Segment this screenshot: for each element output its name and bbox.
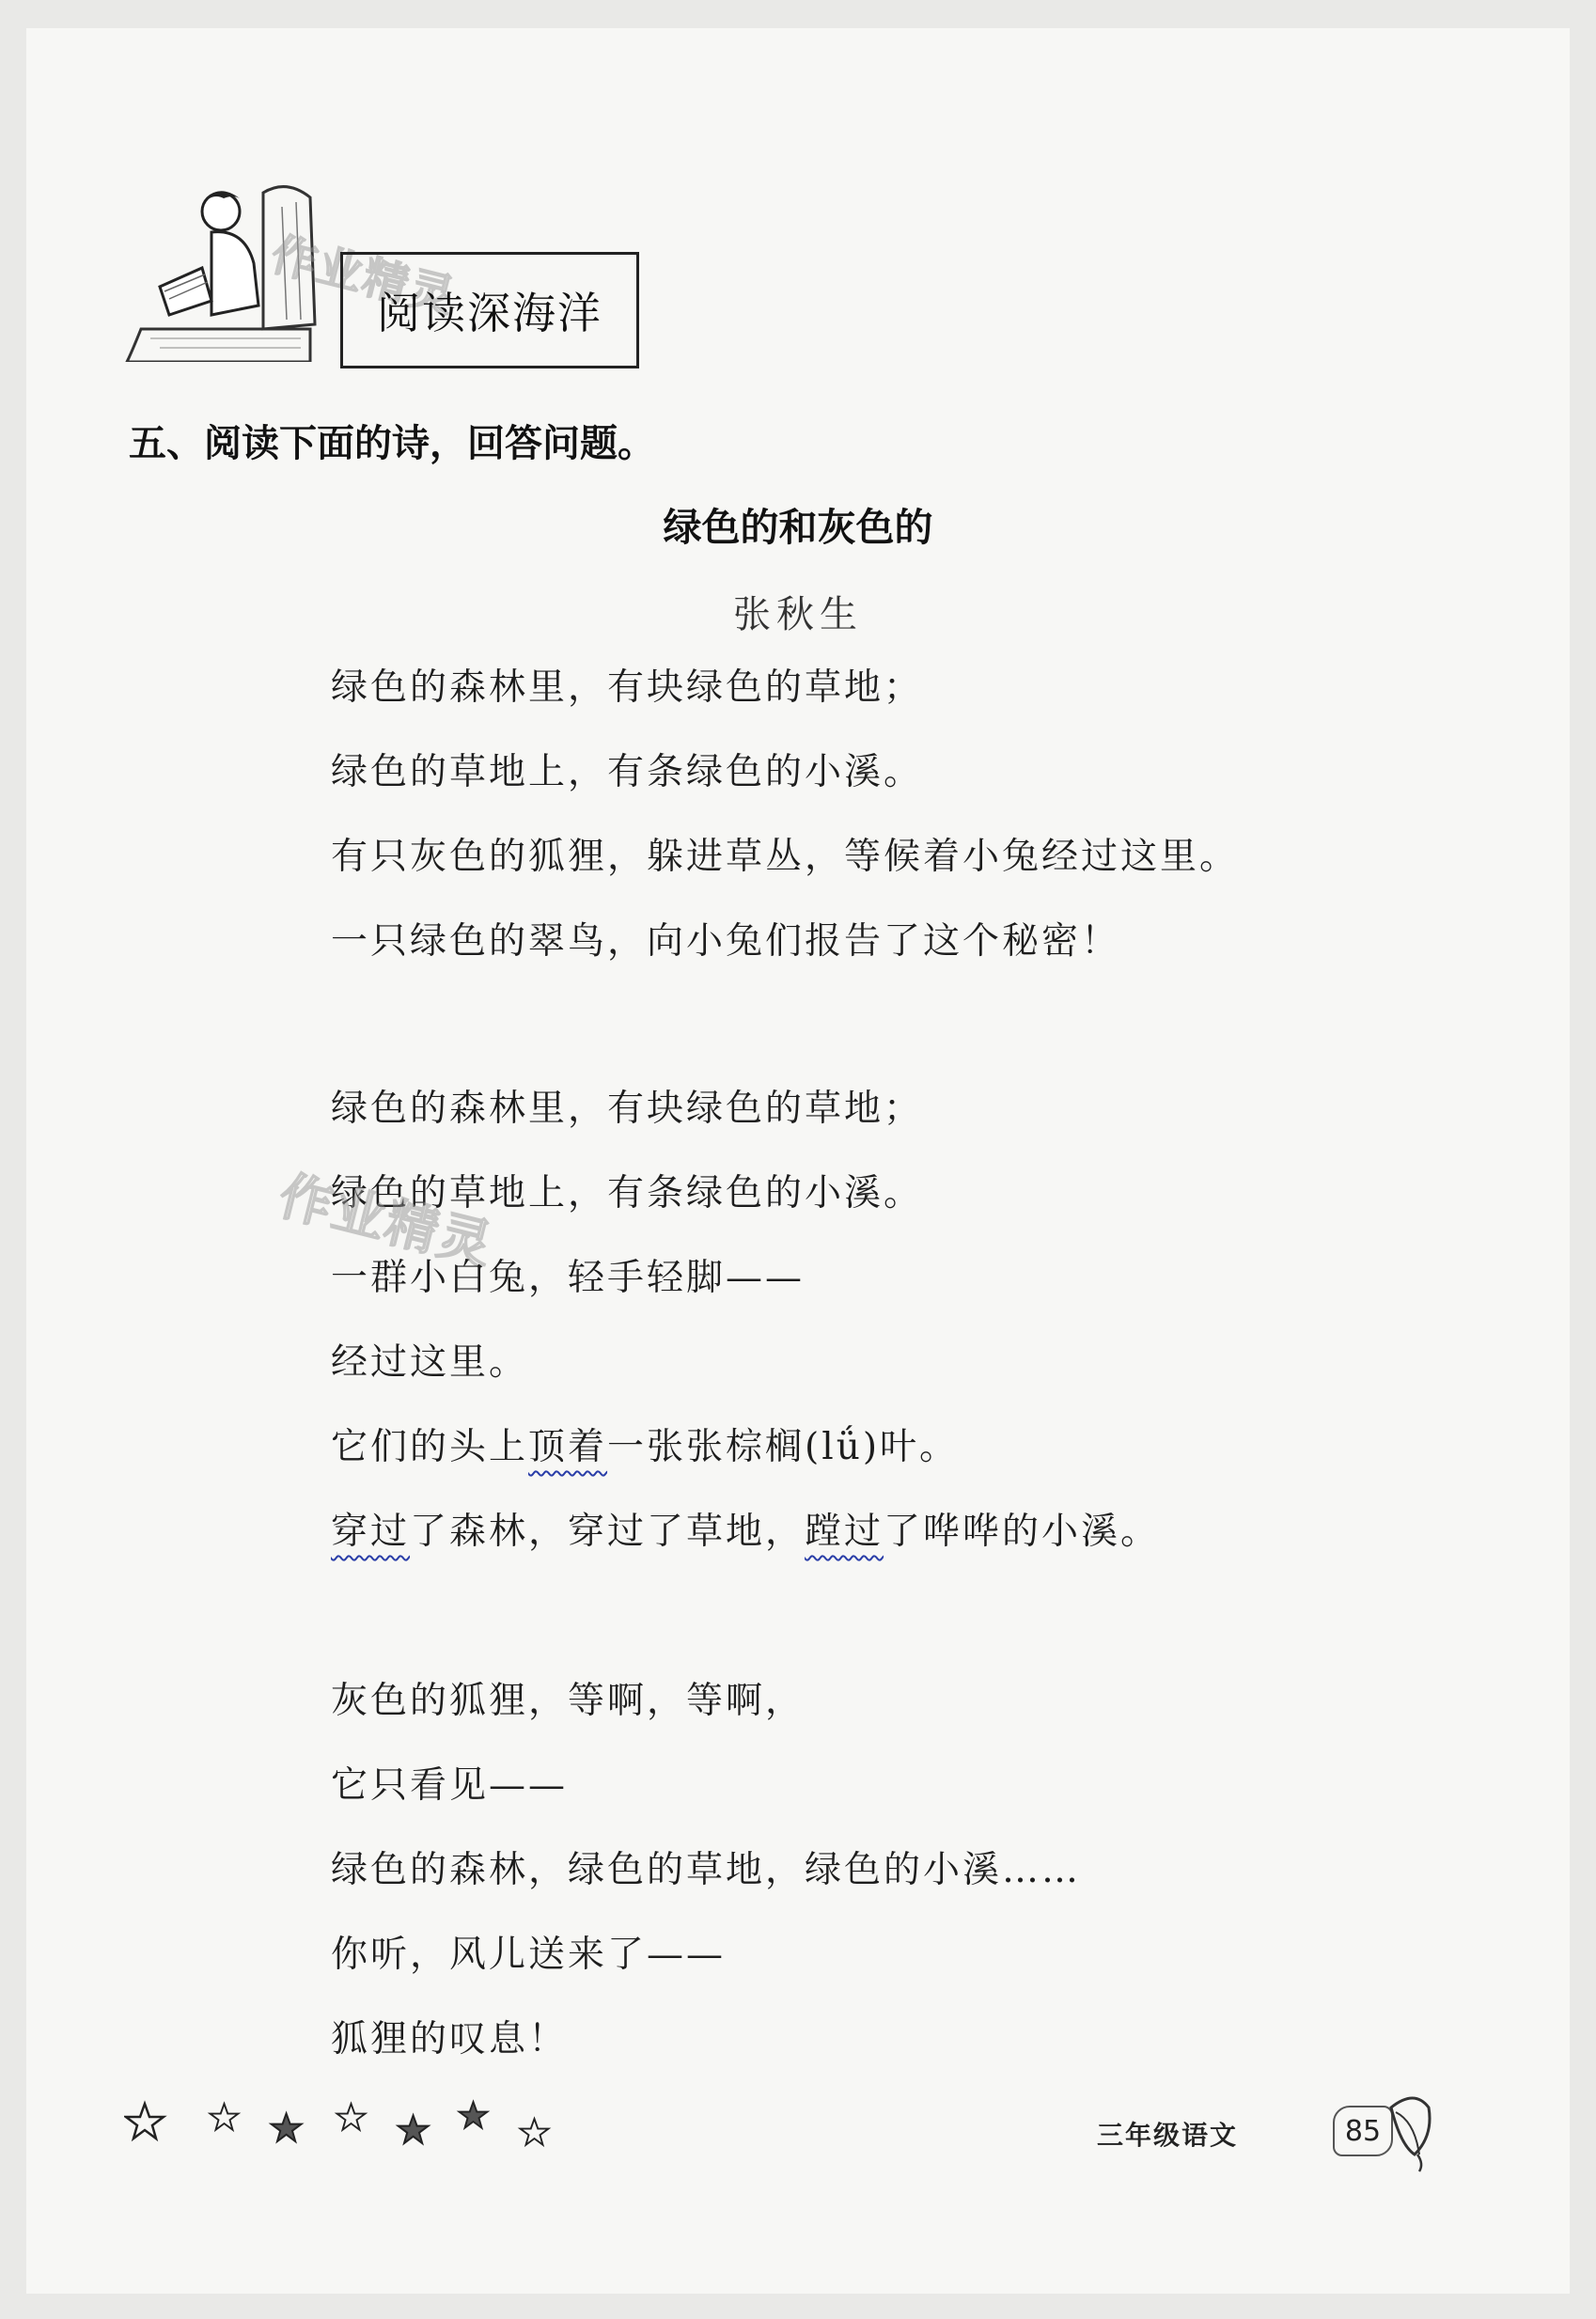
- watermark: 作业精灵: [266, 227, 462, 325]
- poem-line: [331, 1511, 1161, 1553]
- workbook-page: [26, 28, 1570, 2294]
- wavy-underlined-word: 蹚过: [805, 1511, 884, 1553]
- poem-line: 一群小白兔，轻手轻脚——: [331, 1257, 806, 1299]
- star-icon: [211, 2104, 239, 2130]
- star-icon: [126, 2104, 164, 2139]
- grade-label: 三年级语文: [1097, 2120, 1239, 2151]
- poem-line: 狐狸的叹息！: [331, 2018, 569, 2060]
- star-icon: [272, 2113, 302, 2141]
- wavy-underlined-word: 顶着: [528, 1426, 608, 1468]
- star-icon: [337, 2104, 366, 2130]
- poem-author: 张秋生: [733, 593, 863, 636]
- poem-line: 它只看见——: [331, 1764, 569, 1807]
- question-heading: 五、阅读下面的诗，回答问题。: [129, 422, 655, 465]
- star-icon: [399, 2115, 429, 2143]
- poem-text: 了森林，穿过了草地，: [410, 1511, 806, 1553]
- watermark: 作业精灵: [273, 1165, 500, 1277]
- star-icon: [521, 2119, 549, 2145]
- leaf-icon: [1382, 2089, 1438, 2173]
- poem-title: 绿色的和灰色的: [663, 505, 933, 550]
- section-title: 阅读深海洋: [377, 288, 602, 338]
- poem-line: [331, 1426, 960, 1468]
- poem-line: 绿色的草地上，有条绿色的小溪。: [331, 751, 924, 793]
- poem-line: 灰色的狐狸，等啊，等啊，: [331, 1680, 806, 1722]
- poem-line: 你听，风儿送来了——: [331, 1934, 727, 1976]
- poem-line: 绿色的森林里，有块绿色的草地；: [331, 666, 924, 709]
- stars-decoration: [124, 2096, 575, 2162]
- poem-line: 经过这里。: [331, 1341, 529, 1384]
- poem-line: 绿色的森林里，有块绿色的草地；: [331, 1088, 924, 1130]
- poem-line: 一只绿色的翠鸟，向小兔们报告了这个秘密！: [331, 920, 1121, 963]
- poem-line: 绿色的森林，绿色的草地，绿色的小溪……: [331, 1849, 1082, 1891]
- page-number: 85: [1344, 2114, 1382, 2148]
- wavy-underlined-word: 穿过: [331, 1511, 411, 1553]
- poem-line: 绿色的草地上，有条绿色的小溪。: [331, 1172, 924, 1214]
- poem-line: 有只灰色的狐狸，躲进草丛，等候着小兔经过这里。: [331, 836, 1240, 878]
- section-title-box: [340, 252, 639, 368]
- poem-text: 它们的头上: [331, 1426, 529, 1468]
- star-icon: [460, 2102, 488, 2128]
- poem-text: 了哗哗的小溪。: [884, 1511, 1161, 1553]
- poem-text: 一张张棕榈(lǘ)叶。: [607, 1426, 960, 1468]
